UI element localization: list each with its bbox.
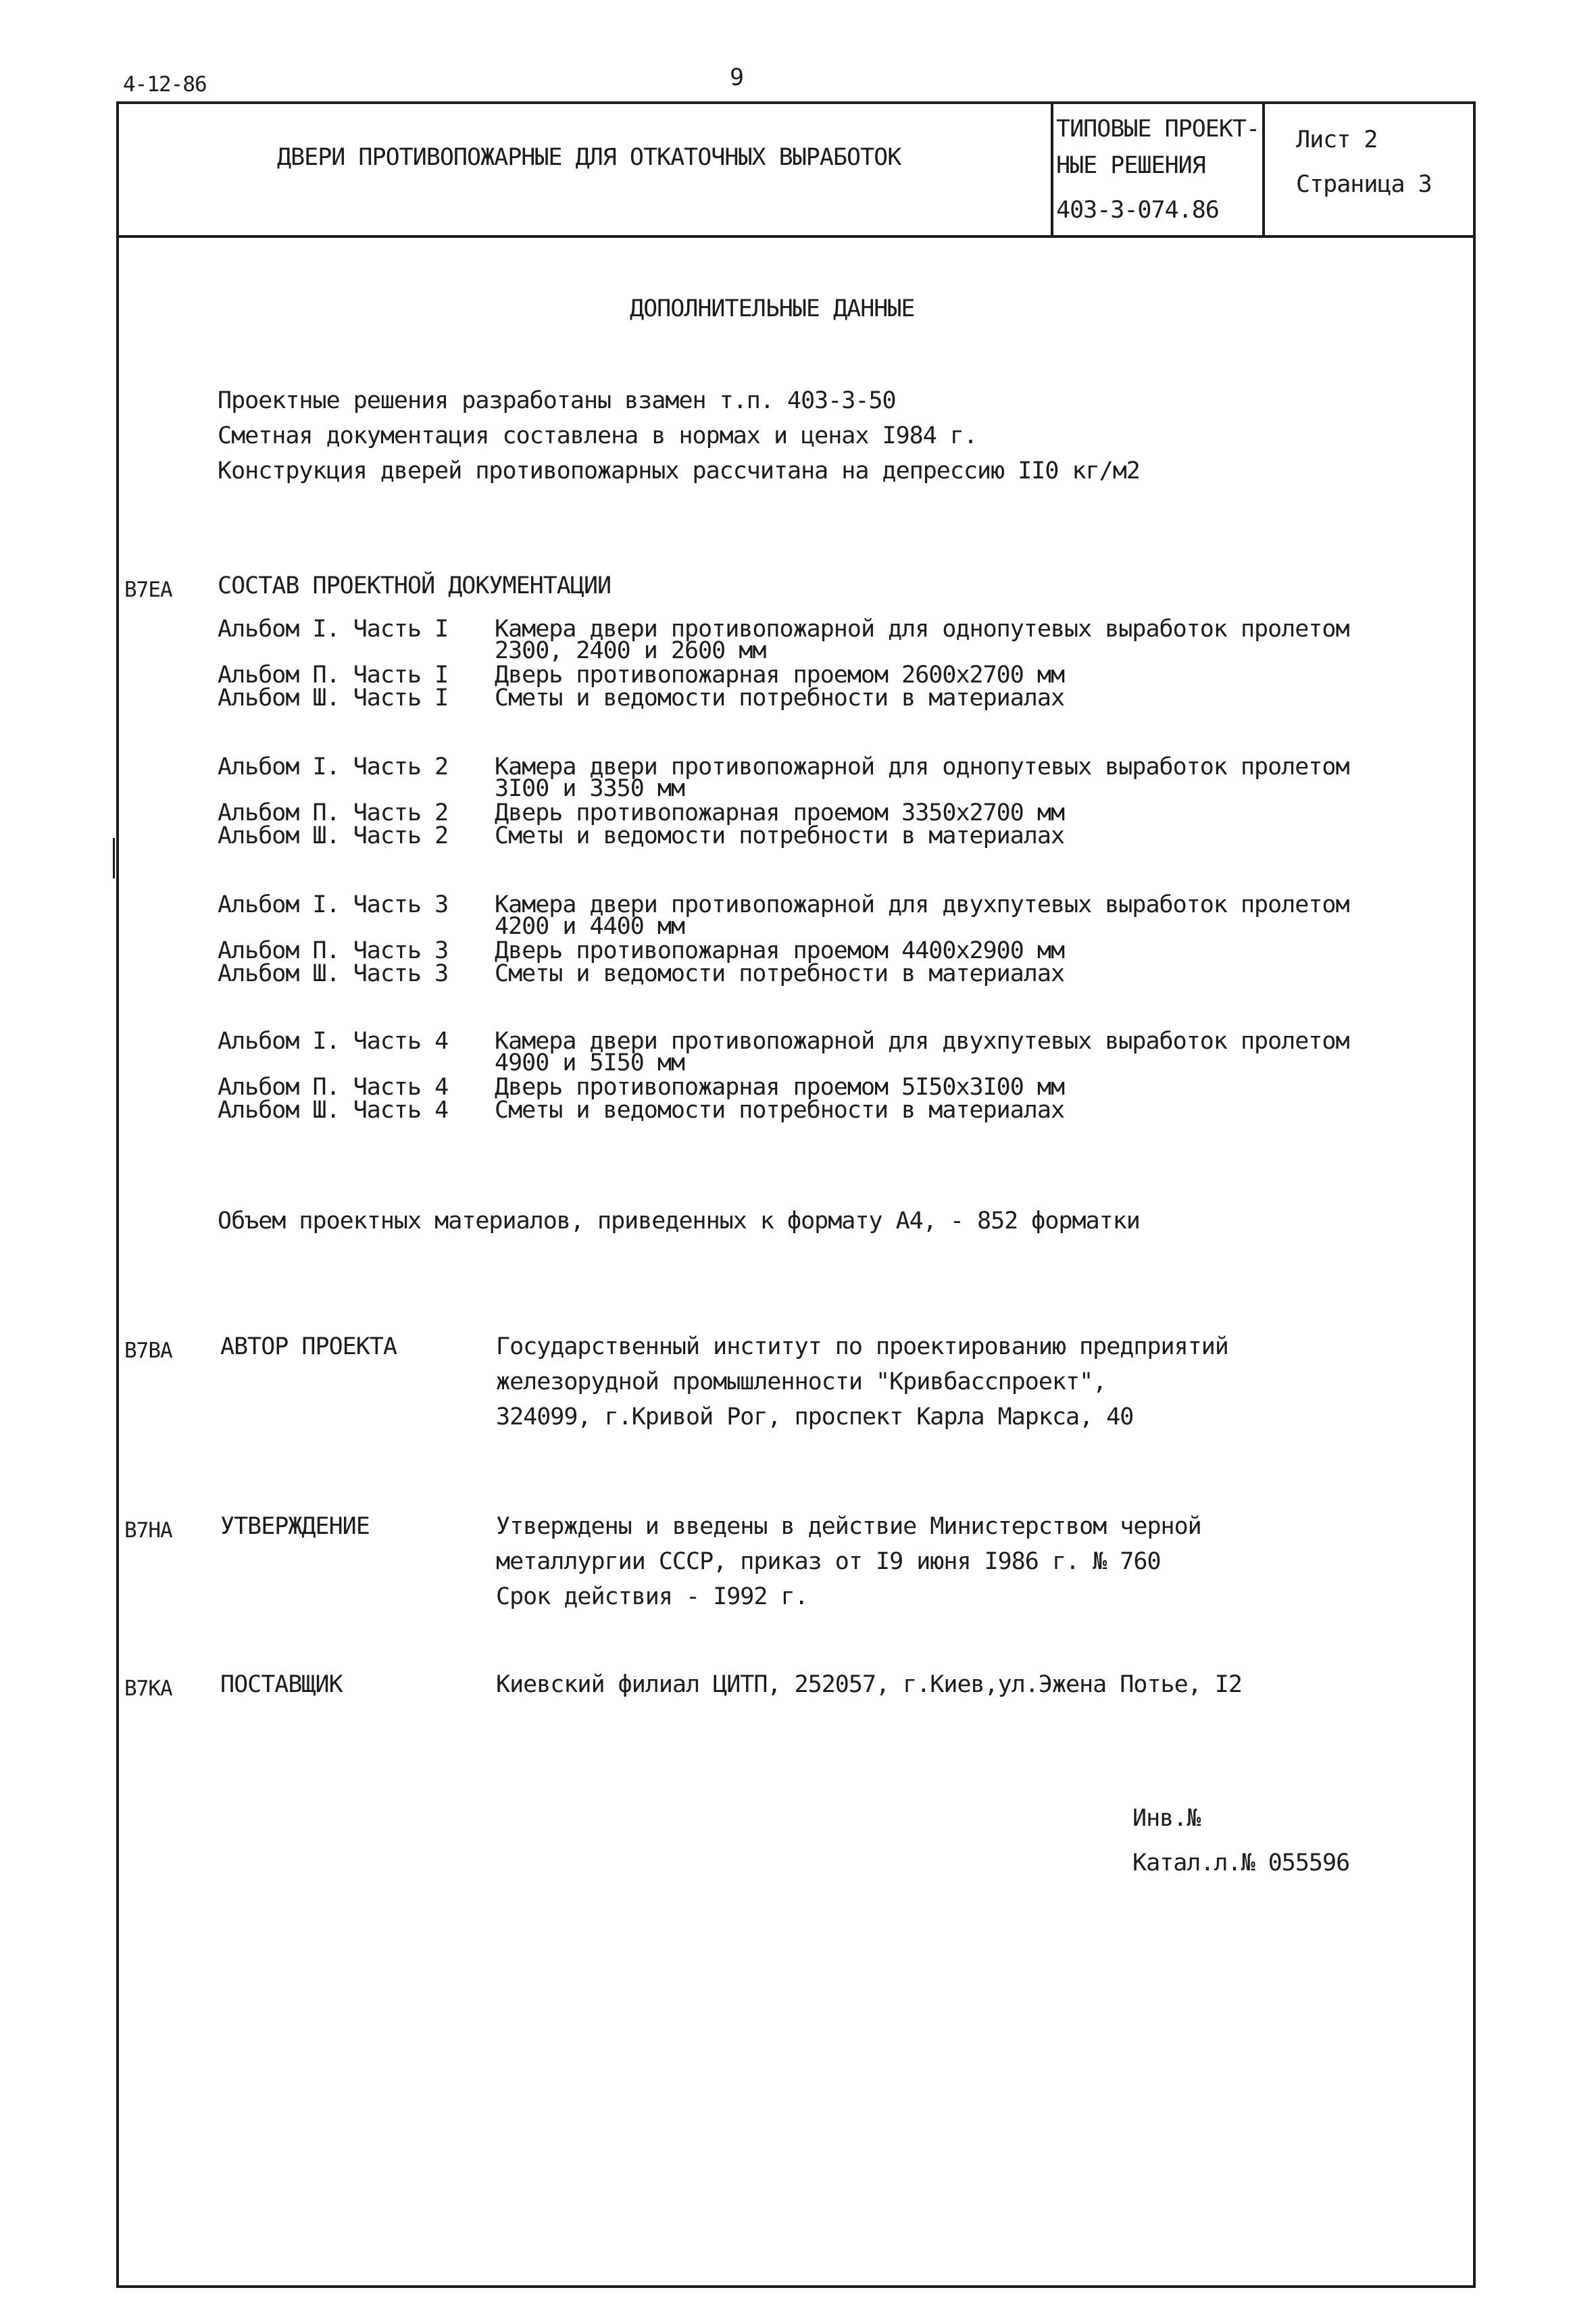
margin-mark bbox=[113, 838, 115, 878]
document-code: 4-12-86 bbox=[123, 72, 207, 97]
catalog-number: Катал.л.№ 055596 bbox=[1132, 1849, 1350, 1876]
author-line: железорудной промышленности "Кривбасспроект", bbox=[496, 1368, 1107, 1395]
album-label: Альбом I. Часть 4 bbox=[218, 1028, 449, 1055]
album-description: Камера двери противопожарной для однопутевых выработок пролетом bbox=[495, 616, 1349, 643]
intro-line: Конструкция дверей противопожарных рассчитана на депрессию II0 кг/м2 bbox=[218, 457, 1140, 484]
album-label: Альбом I. Часть 2 bbox=[218, 753, 449, 780]
header-divider bbox=[116, 235, 1476, 238]
album-description: Дверь противопожарная проемом 2600х2700 мм bbox=[495, 662, 1065, 689]
album-description-cont: 3I00 и 3350 мм bbox=[495, 775, 685, 802]
section-heading: ДОПОЛНИТЕЛЬНЫЕ ДАННЫЕ bbox=[630, 295, 915, 322]
series-label-line2: НЫЕ РЕШЕНИЯ bbox=[1056, 152, 1205, 179]
album-description-cont: 2300, 2400 и 2600 мм bbox=[495, 637, 766, 664]
album-label: Альбом I. Часть 3 bbox=[218, 891, 449, 918]
document-title: ДВЕРИ ПРОТИВОПОЖАРНЫЕ ДЛЯ ОТКАТОЧНЫХ ВЫРАБОТОК bbox=[277, 144, 901, 171]
album-description: Дверь противопожарная проемом 3350х2700 мм bbox=[495, 799, 1065, 826]
album-label: Альбом Ш. Часть 2 bbox=[218, 822, 449, 849]
approval-line: Срок действия - I992 г. bbox=[496, 1583, 808, 1610]
series-code: 403-3-074.86 bbox=[1056, 197, 1219, 224]
sheet-number: Лист 2 bbox=[1296, 126, 1378, 153]
author-label: АВТОР ПРОЕКТА bbox=[220, 1333, 397, 1360]
composition-title: СОСТАВ ПРОЕКТНОЙ ДОКУМЕНТАЦИИ bbox=[218, 572, 612, 599]
album-label: Альбом Ш. Часть I bbox=[218, 684, 449, 712]
album-description: Камера двери противопожарной для однопутевых выработок пролетом bbox=[495, 753, 1349, 780]
album-description: Дверь противопожарная проемом 4400х2900 мм bbox=[495, 937, 1065, 964]
album-label: Альбом I. Часть I bbox=[218, 616, 449, 643]
page-number: 9 bbox=[730, 64, 744, 91]
album-label: Альбом П. Часть 2 bbox=[218, 799, 449, 826]
supplier-line: Киевский филиал ЦИТП, 252057, г.Киев,ул.Эжена Потье, I2 bbox=[496, 1671, 1242, 1698]
author-line: Государственный институт по проектированию предприятий bbox=[496, 1333, 1228, 1360]
album-description: Камера двери противопожарной для двухпутевых выработок пролетом bbox=[495, 891, 1349, 918]
album-label: Альбом Ш. Часть 4 bbox=[218, 1097, 449, 1124]
page-label: Страница 3 bbox=[1296, 171, 1432, 198]
header-divider-right bbox=[1262, 101, 1265, 237]
series-label-line1: ТИПОВЫЕ ПРОЕКТ- bbox=[1056, 116, 1260, 143]
header-divider-left bbox=[1051, 101, 1053, 237]
album-description: Камера двери противопожарной для двухпутевых выработок пролетом bbox=[495, 1028, 1349, 1055]
intro-line: Проектные решения разработаны взамен т.п. 403-3-50 bbox=[218, 387, 896, 414]
album-label: Альбом П. Часть 3 bbox=[218, 937, 449, 964]
album-label: Альбом П. Часть 4 bbox=[218, 1074, 449, 1101]
approval-code: В7НА bbox=[124, 1518, 172, 1543]
album-description: Сметы и ведомости потребности в материалах bbox=[495, 1097, 1065, 1124]
supplier-code: В7КА bbox=[124, 1676, 172, 1701]
volume-note: Объем проектных материалов, приведенных к формату А4, - 852 форматки bbox=[218, 1208, 1140, 1235]
album-description: Сметы и ведомости потребности в материалах bbox=[495, 822, 1065, 849]
album-description-cont: 4200 и 4400 мм bbox=[495, 913, 685, 940]
album-description: Дверь противопожарная проемом 5I50х3I00 мм bbox=[495, 1074, 1065, 1101]
intro-line: Сметная документация составлена в нормах и ценах I984 г. bbox=[218, 422, 978, 449]
album-description: Сметы и ведомости потребности в материалах bbox=[495, 960, 1065, 987]
album-label: Альбом Ш. Часть 3 bbox=[218, 960, 449, 987]
approval-line: металлургии СССР, приказ от I9 июня I986 г. № 760 bbox=[496, 1548, 1161, 1575]
approval-line: Утверждены и введены в действие Министерством черной bbox=[496, 1513, 1201, 1540]
composition-code: В7ЕА bbox=[124, 578, 172, 602]
approval-label: УТВЕРЖДЕНИЕ bbox=[220, 1513, 370, 1540]
album-description: Сметы и ведомости потребности в материалах bbox=[495, 684, 1065, 712]
album-label: Альбом П. Часть I bbox=[218, 662, 449, 689]
author-line: 324099, г.Кривой Рог, проспект Карла Маркса, 40 bbox=[496, 1403, 1134, 1430]
supplier-label: ПОСТАВЩИК bbox=[220, 1671, 343, 1698]
album-description-cont: 4900 и 5I50 мм bbox=[495, 1049, 685, 1076]
author-code: В7ВА bbox=[124, 1339, 172, 1363]
inventory-number: Инв.№ bbox=[1132, 1805, 1201, 1832]
